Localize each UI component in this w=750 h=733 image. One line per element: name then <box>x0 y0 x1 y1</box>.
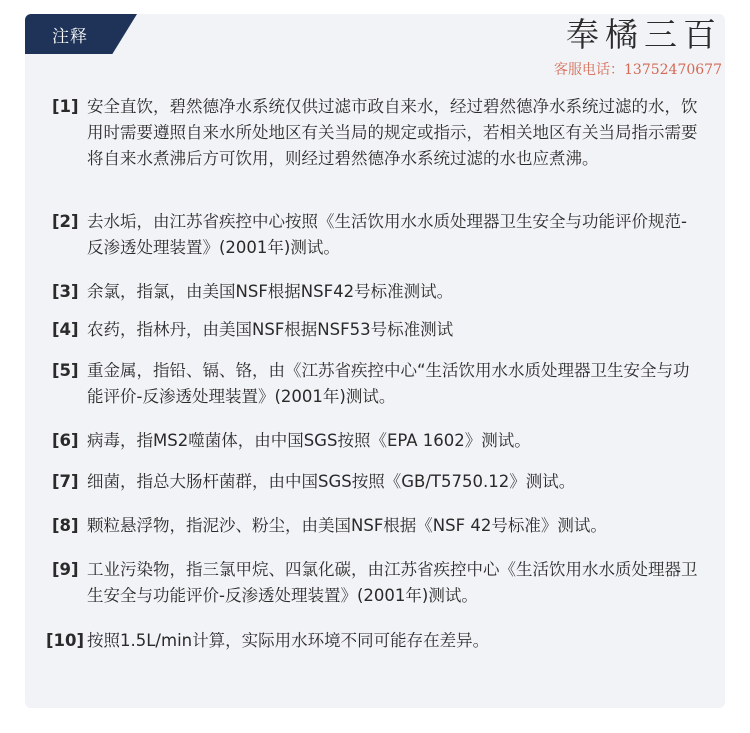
note-text: 余氯，指氯，由美国NSF根据NSF42号标准测试。 <box>87 282 454 301</box>
note-item <box>52 469 702 495</box>
note-item <box>52 513 702 539</box>
note-item <box>52 317 702 343</box>
note-number: [6] <box>52 431 79 450</box>
note-text: 细菌，指总大肠杆菌群，由中国SGS按照《GB/T5750.12》测试。 <box>87 472 576 491</box>
watermark <box>554 12 722 80</box>
note-text: 安全直饮，碧然德净水系统仅供过滤市政自来水，经过碧然德净水系统过滤的水，饮用时需要遵照自来水所处地区有关当局的规定或指示，若相关地区有关当局指示需要将自来水煮沸后方可饮用，则经过碧然德净水系统过滤的水也应煮沸。 <box>87 97 698 168</box>
note-number: [1] <box>52 97 79 116</box>
note-text: 按照1.5L/min计算，实际用水环境不同可能存在差异。 <box>87 631 490 650</box>
note-item <box>52 428 702 454</box>
watermark-brand: 奉橘三百 <box>566 15 722 54</box>
watermark-contact: 客服电话：13752470677 <box>554 62 722 78</box>
note-item <box>52 209 702 261</box>
note-text: 去水垢，由江苏省疾控中心按照《生活饮用水水质处理器卫生安全与功能评价规范-反渗透处理装置》(2001年)测试。 <box>87 212 687 257</box>
note-text: 颗粒悬浮物，指泥沙、粉尘，由美国NSF根据《NSF 42号标准》测试。 <box>87 516 607 535</box>
note-number: [3] <box>52 282 79 301</box>
note-number: [4] <box>52 320 79 339</box>
note-item <box>52 279 702 305</box>
note-item <box>52 94 702 172</box>
note-text: 农药，指林丹，由美国NSF根据NSF53号标准测试 <box>87 320 454 339</box>
note-text: 病毒，指MS2噬菌体，由中国SGS按照《EPA 1602》测试。 <box>87 431 531 450</box>
note-item <box>46 628 702 654</box>
note-number: [7] <box>52 472 79 491</box>
note-number: [2] <box>52 212 79 231</box>
note-item <box>52 557 702 609</box>
header-title: 注释 <box>52 27 88 47</box>
note-number: [10] <box>46 631 85 650</box>
note-number: [9] <box>52 560 79 579</box>
note-text: 重金属，指铅、镉、铬，由《江苏省疾控中心“生活饮用水水质处理器卫生安全与功能评价-反渗透处理装置》(2001年)测试。 <box>87 361 690 406</box>
note-number: [8] <box>52 516 79 535</box>
note-number: [5] <box>52 361 79 380</box>
note-item <box>52 358 702 410</box>
note-text: 工业污染物，指三氯甲烷、四氯化碳，由江苏省疾控中心《生活饮用水水质处理器卫生安全与功能评价-反渗透处理装置》(2001年)测试。 <box>87 560 698 605</box>
